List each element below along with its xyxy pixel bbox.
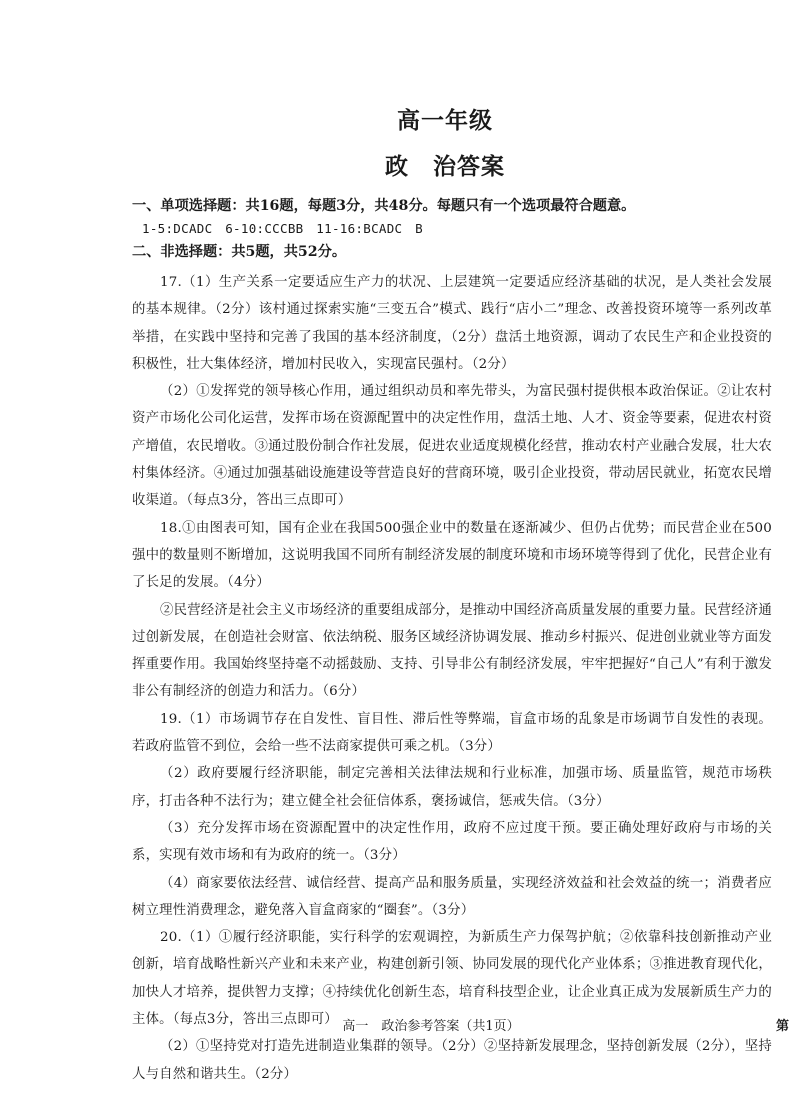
paragraph-q17-1: 17.（1）生产关系一定要适应生产力的状况、上层建筑一定要适应经济基础的状况，是人类社会发展的基本规律。（2分）该村通过探索实施“三变五合”模式、践行“店小二”理念、改善投资环境等一系列改革举措，在实践中坚持和完善了我国的基本经济制度，（2分）盘活土地资源，调动了农民生产和企业投资的积极性，壮大集体经济，增加村民收入，实现富民强村。（2分） — [132, 275, 772, 372]
paragraph-q19-2: （2）政府要履行经济职能，制定完善相关法律法规和行业标准，加强市场、质量监管，规范市场秩序，打击各种不法行为；建立健全社会征信体系，褒扬诚信，惩戒失信。（3分） — [132, 766, 772, 809]
paragraph-q20-1: 20.（1）①履行经济职能，实行科学的宏观调控，为新质生产力保驾护航；②依靠科技创新推动产业创新，培育战略性新兴产业和未来产业，构建创新引领、协同发展的现代化产业体系；③推进教育现代化，加快人才培养，提供智力支撑；④持续优化创新生态，培育科技型企业，让企业真正成为发展新质生产力的主体。（每点3分，答出三点即可） — [132, 930, 772, 1028]
section1-heading: 一、单项选择题：共16题，每题3分，共48分。每题只有一个选项最符合题意。 — [132, 198, 636, 214]
footer-text: 高一 政治参考答案（共1页） — [342, 1019, 520, 1034]
paragraph-q20-2: （2）①坚持党对打造先进制造业集群的领导。（2分）②坚持新发展理念，坚持创新发展（2分），坚持人与自然和谐共生。（2分） — [132, 1039, 772, 1082]
paragraph-q18-1: 18.①由图表可知，国有企业在我国500强企业中的数量在逐渐减少、但仍占优势；而民营企业在500强中的数量则不断增加，这说明我国不同所有制经济发展的制度环境和市场环境等得到了优化，民营企业有了长足的发展。（4分） — [132, 520, 772, 591]
paragraph-q19-1: 19.（1）市场调节存在自发性、盲目性、滞后性等弊端，盲盒市场的乱象是市场调节自发性的表现。若政府监管不到位，会给一些不法商家提供可乘之机。（3分） — [132, 711, 772, 755]
choice-answers: 1-5:DCADC 6-10:CCCBB 11-16:BCADC B — [142, 221, 423, 236]
paragraph-q17-2: （2）①发挥党的领导核心作用，通过组织动员和率先带头，为富民强村提供根本政治保证。②让农村资产市场化公司化运营，发挥市场在资源配置中的决定性作用，盘活土地、人才、资金等要素，促进农村资产增值，农民增收。③通过股份制合作社发展，促进农业适度规模化经营，推动农村产业融合发展，壮大农村集体经济。④通过加强基础设施建设等营造良好的营商环境，吸引企业投资，带动居民就业，拓宽农民增收渠道。（每点3分，答出三点即可） — [132, 384, 772, 509]
section2-heading: 二、非选择题：共5题，共52分。 — [132, 244, 347, 260]
subject-title: 政 治答案 — [385, 153, 505, 180]
page-marker: 第 — [776, 1019, 790, 1034]
page-footer — [0, 1015, 794, 1034]
paragraph-q19-4: （4）商家要依法经营、诚信经营、提高产品和服务质量，实现经济效益和社会效益的统一；消费者应树立理性消费理念，避免落入盲盒商家的“圈套”。（3分） — [132, 875, 772, 918]
paragraph-q19-3: （3）充分发挥市场在资源配置中的决定性作用，政府不应过度干预。要正确处理好政府与市场的关系，实现有效市场和有为政府的统一。（3分） — [132, 820, 772, 864]
paragraph-q18-2: ②民营经济是社会主义市场经济的重要组成部分，是推动中国经济高质量发展的重要力量。民营经济通过创新发展，在创造社会财富、依法纳税、服务区域经济协调发展、推动乡村振兴、促进创业就业等方面发挥重要作用。我国始终坚持毫不动摇鼓励、支持、引导非公有制经济发展，牢牢把握好“自己人”有利于激发非公有制经济的创造力和活力。（6分） — [132, 602, 772, 700]
grade-title: 高一年级 — [397, 107, 493, 134]
